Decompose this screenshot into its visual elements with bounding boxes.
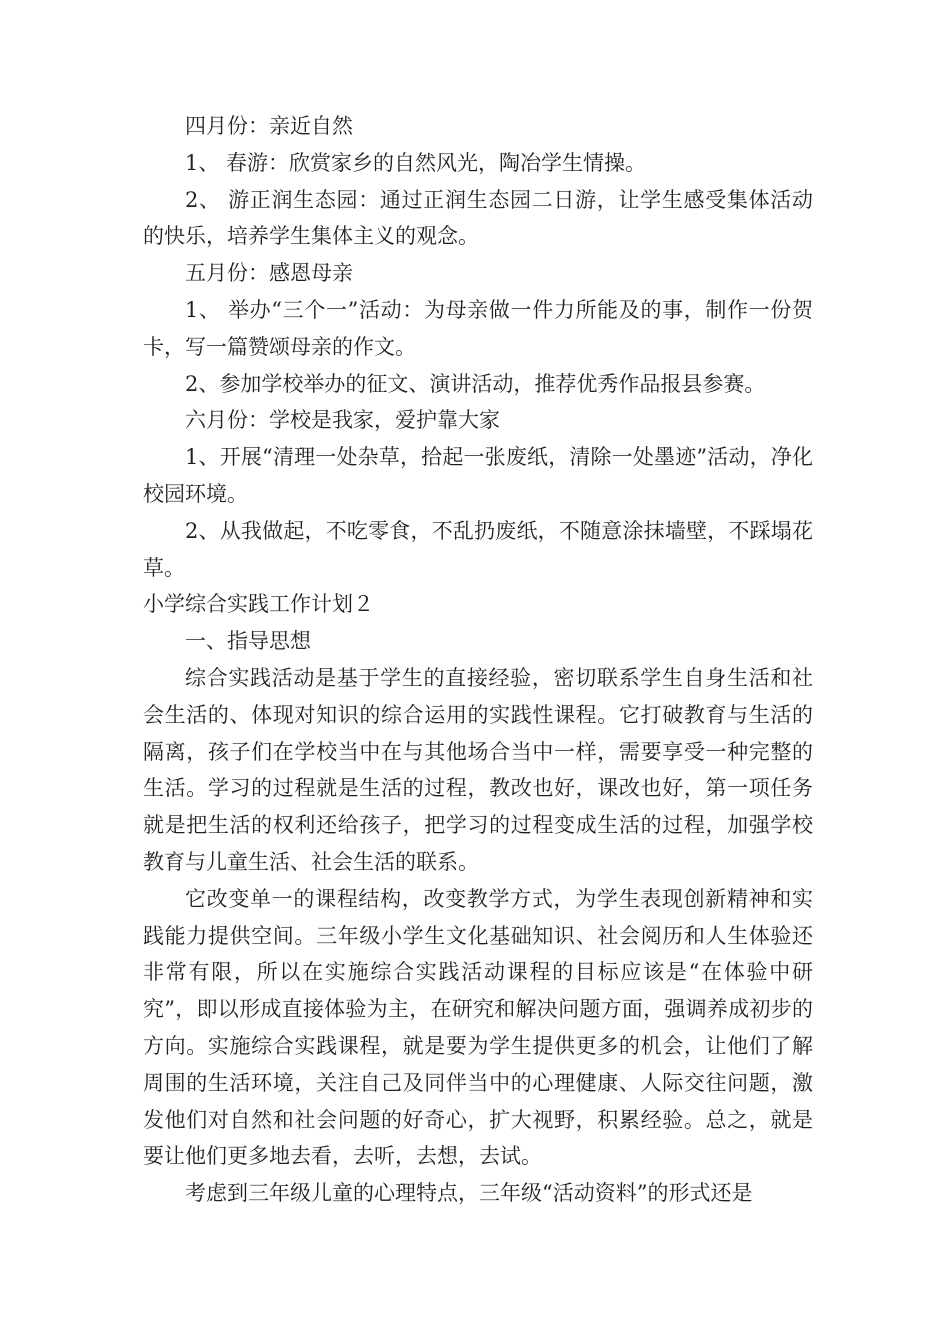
paragraph-april-heading: 四月份：亲近自然	[185, 114, 353, 138]
paragraph-june-heading: 六月份：学校是我家，爱护靠大家	[185, 408, 500, 433]
paragraph-body-1: 综合实践活动是基于学生的直接经验，密切联系学生自身生活和社会生活的、体现对知识的综合运用的实践性课程。它打破教育与生活的隔离，孩子们在学校当中在与其他场合当中一样，需要享受一种完整的生活。学习的过程就是生活的过程，教改也好，课改也好，第一项任务就是把生活的权利还给孩子，把学习的过程变成生活的过程，加强学校教育与儿童生活、社会生活的联系。	[143, 665, 813, 874]
paragraph-may-item-1: 1、 举办“三个一”活动：为母亲做一件力所能及的事，制作一份贺卡，写一篇赞颂母亲的作文。	[143, 297, 813, 359]
paragraph-may-heading: 五月份：感恩母亲	[185, 261, 353, 286]
paragraph-june-item-1: 1、开展“清理一处杂草，拾起一张废纸，清除一处墨迹”活动，净化校园环境。	[143, 445, 813, 506]
subheading-guiding-thought: 一、指导思想	[185, 629, 311, 654]
document-body	[143, 108, 813, 1212]
paragraph-may-item-2: 2、参加学校举办的征文、演讲活动，推荐优秀作品报县参赛。	[185, 371, 766, 396]
paragraph-body-2: 它改变单一的课程结构，改变教学方式，为学生表现创新精神和实践能力提供空间。三年级小学生文化基础知识、社会阅历和人生体验还非常有限，所以在实施综合实践活动课程的目标应该是“在体验中研究”，即以形成直接体验为主，在研究和解决问题方面，强调养成初步的方向。实施综合实践课程，就是要为学生提供更多的机会，让他们了解周围的生活环境，关注自己及同伴当中的心理健康、人际交往问题，激发他们对自然和社会问题的好奇心，扩大视野，积累经验。总之，就是要让他们更多地去看，去听，去想，去试。	[143, 886, 813, 1169]
paragraph-april-item-1: 1、 春游：欣赏家乡的自然风光，陶冶学生情操。	[185, 150, 647, 175]
paragraph-april-item-2: 2、 游正润生态园：通过正润生态园二日游，让学生感受集体活动的快乐，培养学生集体主义的观念。	[143, 187, 813, 249]
section-title-plan-2: 小学综合实践工作计划２	[143, 592, 374, 617]
paragraph-body-3: 考虑到三年级儿童的心理特点，三年级“活动资料”的形式还是	[185, 1181, 753, 1206]
paragraph-june-item-2: 2、从我做起，不吃零食，不乱扔废纸，不随意涂抹墙壁，不踩塌花草。	[143, 518, 813, 580]
